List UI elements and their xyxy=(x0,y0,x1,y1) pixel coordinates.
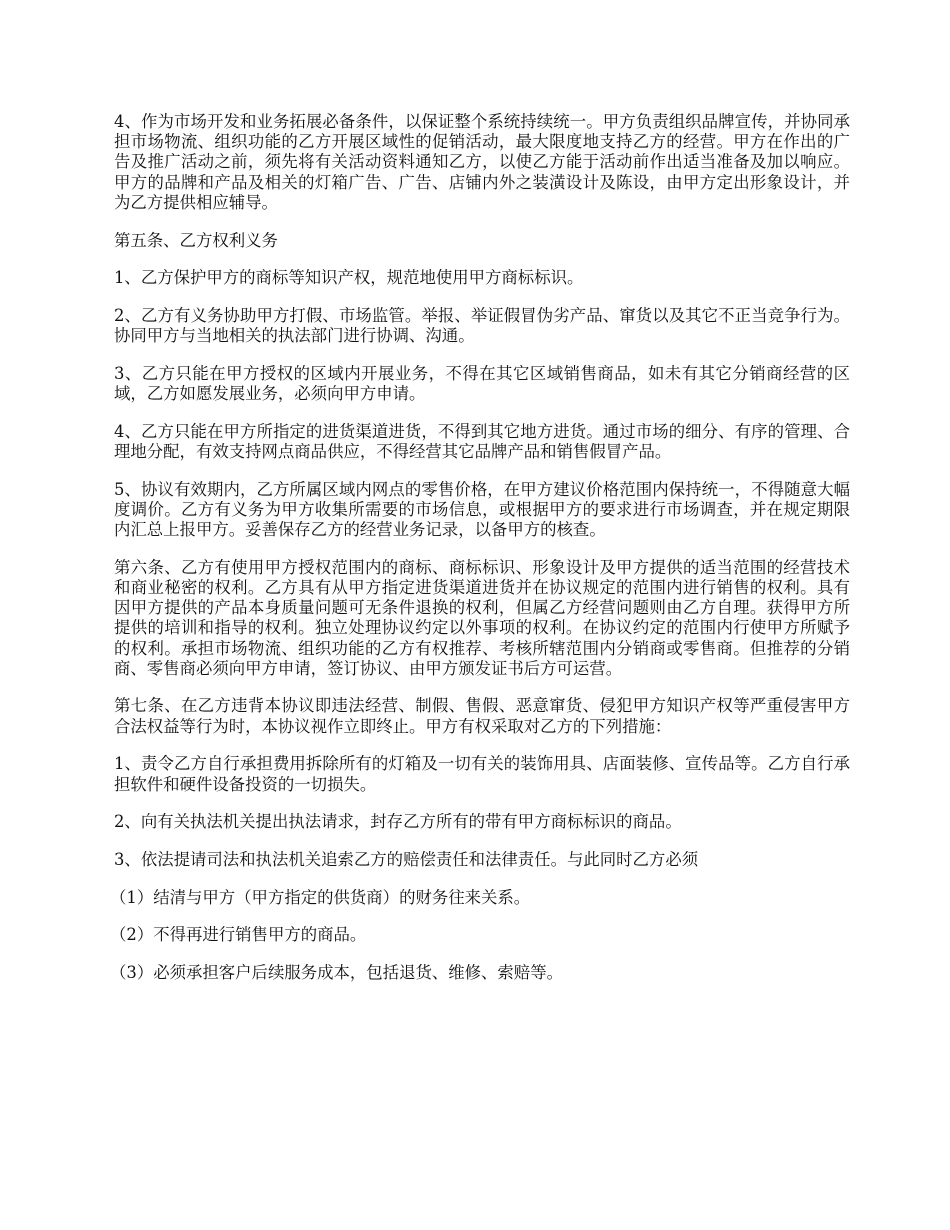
paragraph-article7: 第七条、在乙方违背本协议即违法经营、制假、售假、恶意窜货、侵犯甲方知识产权等严重侵害甲方合法权益等行为时，本协议视作立即终止。甲方有权采取对乙方的下列措施： xyxy=(114,696,850,736)
paragraph-article7-item2: 2、向有关执法机关提出执法请求，封存乙方所有的带有甲方商标标识的商品。 xyxy=(114,812,682,832)
document-body xyxy=(110,112,850,1001)
paragraph-article7-item3: 3、依法提请司法和执法机关追索乙方的赔偿责任和法律责任。与此同时乙方必须 xyxy=(114,849,699,869)
paragraph-article5-item5: 5、协议有效期内，乙方所属区域内网点的零售价格，在甲方建议价格范围内保持统一，不得随意大幅度调价。乙方有义务为甲方收集所需要的市场信息，或根据甲方的要求进行市场调查，并在规定期限内汇总上报甲方。妥善保存乙方的经营业务记录，以备甲方的核查。 xyxy=(114,479,850,540)
paragraph-article7-subitem1: （1）结清与甲方（甲方指定的供货商）的财务往来关系。 xyxy=(110,887,531,907)
paragraph-article7-subitem3: （3）必须承担客户后续服务成本，包括退货、维修、索赔等。 xyxy=(110,963,563,983)
paragraph-article7-subitem2: （2）不得再进行销售甲方的商品。 xyxy=(110,925,367,945)
heading-article5: 第五条、乙方权利义务 xyxy=(114,230,278,250)
paragraph-article4-item4: 4、作为市场开发和业务拓展必备条件，以保证整个系统持续统一。甲方负责组织品牌宣传，并协同承担市场物流、组织功能的乙方开展区域性的促销活动，最大限度地支持乙方的经营。甲方在作出的广告及推广活动之前，须先将有关活动资料通知乙方，以使乙方能于活动前作出适当准备及加以响应。甲方的品牌和产品及相关的灯箱广告、广告、店铺内外之装潢设计及陈设，由甲方定出形象设计，并为乙方提供相应辅导。 xyxy=(114,112,850,212)
paragraph-article5-item4: 4、乙方只能在甲方所指定的进货渠道进货，不得到其它地方进货。通过市场的细分、有序的管理、合理地分配，有效支持网点商品供应，不得经营其它品牌产品和销售假冒产品。 xyxy=(114,421,850,461)
paragraph-article5-item3: 3、乙方只能在甲方授权的区域内开展业务，不得在其它区域销售商品，如未有其它分销商经营的区域，乙方如愿发展业务，必须向甲方申请。 xyxy=(114,363,850,404)
paragraph-article6: 第六条、乙方有使用甲方授权范围内的商标、商标标识、形象设计及甲方提供的适当范围的经营技术和商业秘密的权利。乙方具有从甲方指定进货渠道进货并在协议规定的范围内进行销售的权利。具有因甲方提供的产品本身质量问题可无条件退换的权利，但属乙方经营问题则由乙方自理。获得甲方所提供的培训和指导的权利。独立处理协议约定以外事项的权利。在协议约定的范围内行使甲方所赋予的权利。承担市场物流、组织功能的乙方有权推荐、考核所辖范围内分销商或零售商。但推荐的分销商、零售商必须向甲方申请，签订协议、由甲方颁发证书后方可运营。 xyxy=(114,557,850,678)
paragraph-article5-item1: 1、乙方保护甲方的商标等知识产权，规范地使用甲方商标标识。 xyxy=(114,268,584,288)
paragraph-article5-item2: 2、乙方有义务协助甲方打假、市场监管。举报、举证假冒伪劣产品、窜货以及其它不正当竞争行为。协同甲方与当地相关的执法部门进行协调、沟通。 xyxy=(114,305,850,346)
paragraph-article7-item1: 1、责令乙方自行承担费用拆除所有的灯箱及一切有关的装饰用具、店面装修、宣传品等。乙方自行承担软件和硬件设备投资的一切损失。 xyxy=(114,754,850,794)
